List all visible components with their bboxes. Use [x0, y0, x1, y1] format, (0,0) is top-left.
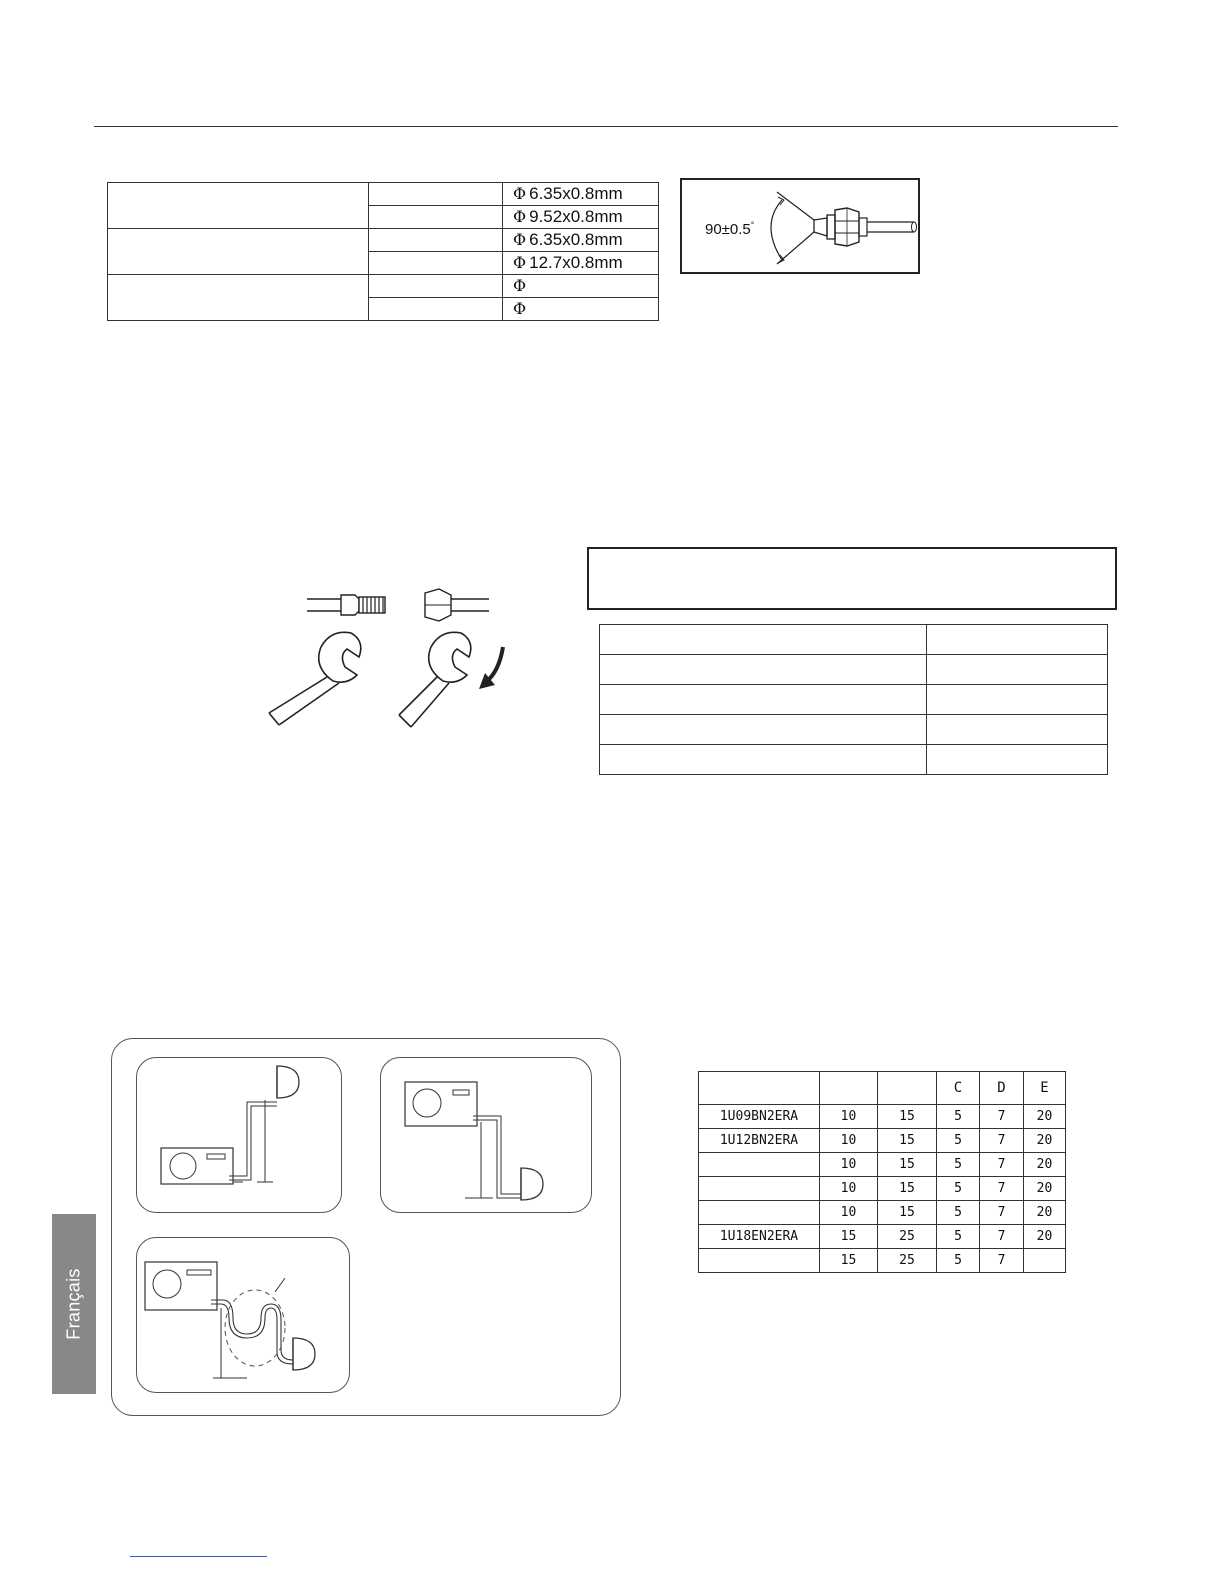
table-cell: 5: [937, 1249, 980, 1273]
table-cell: 15: [820, 1249, 878, 1273]
table-cell: 10: [820, 1153, 878, 1177]
indoor-unit-icon: [521, 1168, 543, 1200]
table-row: [600, 745, 1108, 775]
table-cell: 5: [937, 1129, 980, 1153]
model-length-table: [698, 1071, 1066, 1273]
table-cell: 5: [937, 1225, 980, 1249]
language-tab[interactable]: [52, 1214, 96, 1394]
pipe-size-value: 9.52x0.8mm: [529, 207, 623, 226]
table-row: [699, 1153, 1066, 1177]
table-cell: 20: [1024, 1153, 1066, 1177]
pipe-group-cell: [108, 229, 369, 275]
wrench-tightening-illustration: [255, 585, 505, 745]
table-cell: 20: [1024, 1129, 1066, 1153]
table-cell: [699, 1153, 820, 1177]
torque-table: [599, 624, 1108, 775]
table-row: [699, 1249, 1066, 1273]
panel-outdoor-above: [380, 1057, 592, 1213]
table-cell: 10: [820, 1201, 878, 1225]
table-cell: 1U09BN2ERA: [699, 1105, 820, 1129]
table-row: [108, 275, 659, 298]
torque-cell: [927, 685, 1108, 715]
table-cell: [699, 1249, 820, 1273]
flare-angle-label: 90±0.5°: [705, 220, 755, 238]
column-header: [820, 1072, 878, 1105]
table-row: [600, 715, 1108, 745]
header-rule: [94, 126, 1118, 127]
torque-cell: [600, 745, 927, 775]
table-cell: 7: [980, 1105, 1024, 1129]
panel-oil-trap: [136, 1237, 350, 1393]
pipe-size-value: 6.35x0.8mm: [529, 184, 623, 203]
column-header: [699, 1072, 820, 1105]
flare-nut-drawing: [682, 180, 918, 272]
oil-trap-drawing: [137, 1238, 349, 1392]
rotation-arrow-icon: [479, 647, 503, 689]
table-cell: 7: [980, 1249, 1024, 1273]
table-row: [600, 655, 1108, 685]
pipe-size-cell: [503, 275, 659, 298]
table-cell: 10: [820, 1105, 878, 1129]
torque-cell: [927, 655, 1108, 685]
pipe-side-cell: [369, 298, 503, 321]
pipe-side-cell: [369, 183, 503, 206]
table-row: [699, 1225, 1066, 1249]
phi-symbol: Φ: [513, 207, 527, 226]
torque-header-box: [587, 547, 1117, 610]
pipe-group-cell: [108, 183, 369, 229]
table-cell: 15: [878, 1153, 937, 1177]
table-row: [600, 685, 1108, 715]
table-cell: 7: [980, 1177, 1024, 1201]
table-cell: 7: [980, 1129, 1024, 1153]
panel-outdoor-below: [136, 1057, 342, 1213]
table-cell: 7: [980, 1153, 1024, 1177]
table-cell: 25: [878, 1225, 937, 1249]
wrench-right-icon: [399, 632, 471, 727]
table-cell: 20: [1024, 1201, 1066, 1225]
table-cell: [1024, 1249, 1066, 1273]
oil-trap-highlight: [225, 1290, 285, 1366]
phi-symbol: Φ: [513, 253, 527, 272]
torque-cell: [927, 625, 1108, 655]
table-row: [108, 183, 659, 206]
column-header: E: [1024, 1072, 1066, 1105]
installation-diagram-frame: [111, 1038, 621, 1416]
table-row: [699, 1177, 1066, 1201]
pipe-group-cell: [108, 275, 369, 321]
table-cell: 5: [937, 1153, 980, 1177]
table-cell: 7: [980, 1201, 1024, 1225]
table-cell: 10: [820, 1129, 878, 1153]
outdoor-below-drawing: [137, 1058, 341, 1212]
phi-symbol: Φ: [513, 276, 527, 295]
table-cell: 5: [937, 1201, 980, 1225]
phi-symbol: Φ: [513, 184, 527, 203]
flare-nut-icon: [425, 589, 489, 621]
outdoor-unit-icon: [161, 1148, 233, 1184]
column-header: D: [980, 1072, 1024, 1105]
pipe-size-table: [107, 182, 659, 321]
pipe-size-value: 6.35x0.8mm: [529, 230, 623, 249]
torque-cell: [927, 745, 1108, 775]
phi-symbol: Φ: [513, 299, 527, 318]
pipe-side-cell: [369, 229, 503, 252]
table-cell: 15: [878, 1201, 937, 1225]
pipe-size-cell: [503, 206, 659, 229]
indoor-unit-icon: [277, 1066, 299, 1098]
table-row: [108, 229, 659, 252]
table-cell: 15: [878, 1129, 937, 1153]
table-cell: 20: [1024, 1177, 1066, 1201]
table-cell: 10: [820, 1177, 878, 1201]
pipe-size-cell: [503, 298, 659, 321]
pipe-size-cell: [503, 252, 659, 275]
indoor-unit-icon: [293, 1338, 315, 1370]
language-tab-label: Français: [63, 1268, 84, 1340]
table-header-row: [699, 1072, 1066, 1105]
pipe-size-cell: [503, 183, 659, 206]
pipe-side-cell: [369, 206, 503, 229]
table-cell: [699, 1177, 820, 1201]
torque-cell: [927, 715, 1108, 745]
table-cell: 1U18EN2ERA: [699, 1225, 820, 1249]
table-cell: 15: [878, 1105, 937, 1129]
table-cell: 25: [878, 1249, 937, 1273]
table-cell: 1U12BN2ERA: [699, 1129, 820, 1153]
column-header: [878, 1072, 937, 1105]
table-row: [600, 625, 1108, 655]
table-cell: 5: [937, 1105, 980, 1129]
phi-symbol: Φ: [513, 230, 527, 249]
pipe-side-cell: [369, 275, 503, 298]
torque-cell: [600, 715, 927, 745]
wrench-left-icon: [269, 632, 361, 725]
torque-cell: [600, 625, 927, 655]
table-cell: 7: [980, 1225, 1024, 1249]
table-row: [699, 1201, 1066, 1225]
table-cell: [699, 1201, 820, 1225]
table-row: [699, 1129, 1066, 1153]
torque-cell: [600, 655, 927, 685]
flare-angle-figure: [680, 178, 920, 274]
table-cell: 15: [820, 1225, 878, 1249]
pipe-size-cell: [503, 229, 659, 252]
flare-union-icon: [307, 595, 385, 615]
torque-cell: [600, 685, 927, 715]
pipe-side-cell: [369, 252, 503, 275]
outdoor-above-drawing: [381, 1058, 591, 1212]
pipe-size-value: 12.7x0.8mm: [529, 253, 623, 272]
column-header: C: [937, 1072, 980, 1105]
footer-link-underline[interactable]: [130, 1556, 267, 1557]
table-cell: 15: [878, 1177, 937, 1201]
table-cell: 20: [1024, 1225, 1066, 1249]
table-row: [699, 1105, 1066, 1129]
table-cell: 5: [937, 1177, 980, 1201]
table-cell: 20: [1024, 1105, 1066, 1129]
